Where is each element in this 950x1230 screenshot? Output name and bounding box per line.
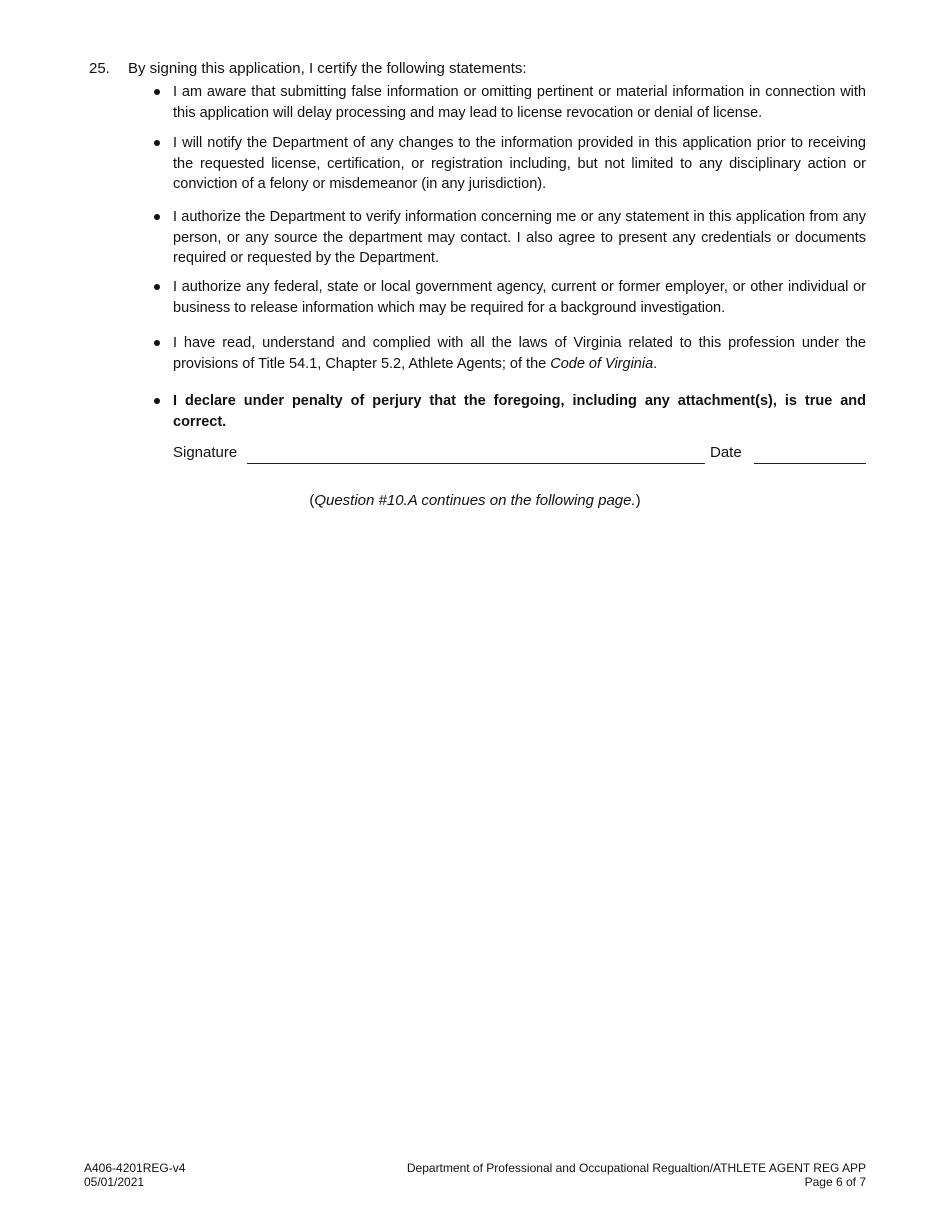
signature-line[interactable] [247,463,705,464]
signature-label: Signature [173,444,238,461]
statement-complied-text: I have read, understand and complied with all the laws of Virginia related to this profession under the provisions of Title 54.1, Chapter 5.2, Athlete Agents; of the [173,335,866,372]
footer-right [407,1161,866,1189]
statement-authorize-verification: I authorize the Department to verify information concerning me or any statement in this application from any person, or any source the department may contact. I also agree to present any credentials or documents required or requested by the Department. [173,207,866,269]
question-25-number: 25. [89,60,110,77]
date-line[interactable] [754,463,866,464]
statement-false-information: I am aware that submitting false information or omitting pertinent or material information in connection with this application will delay processing and may lead to license revocation or denial of license. [173,82,866,123]
statement-declare-perjury: I declare under penalty of perjury that the foregoing, including any attachment(s), is true and correct. [173,391,866,432]
statement-notify-changes: I will notify the Department of any changes to the information provided in this application prior to receiving the requested license, certification, or registration including, but not limited to any disciplinary action or conviction of a felony or misdemeanor (in any jurisdiction). [173,133,866,195]
continuation-text: Question #10.A continues on the following page. [314,492,636,509]
continuation-close-paren: ) [635,492,641,509]
footer-department: Department of Professional and Occupational Regualtion/ATHLETE AGENT REG APP [406,1161,866,1175]
statement-complied-with-laws [173,333,866,374]
date-label: Date [710,444,742,461]
footer-page-number: Page 6 of 7 [804,1175,866,1189]
continuation-note [0,492,950,510]
footer-form-date: 05/01/2021 [84,1175,145,1189]
statement-authorize-release: I authorize any federal, state or local government agency, current or former employer, or other individual or business to release information which may be required for a background investigation. [173,277,866,318]
statement-complied-end: . [653,355,658,372]
question-25-intro: By signing this application, I certify the following statements: [128,60,527,77]
footer-form-id: A406-4201REG-v4 [84,1161,186,1175]
continuation-open-paren: ( [309,492,315,509]
footer-left [84,1161,185,1189]
code-of-virginia-title: Code of Virginia [550,355,654,372]
